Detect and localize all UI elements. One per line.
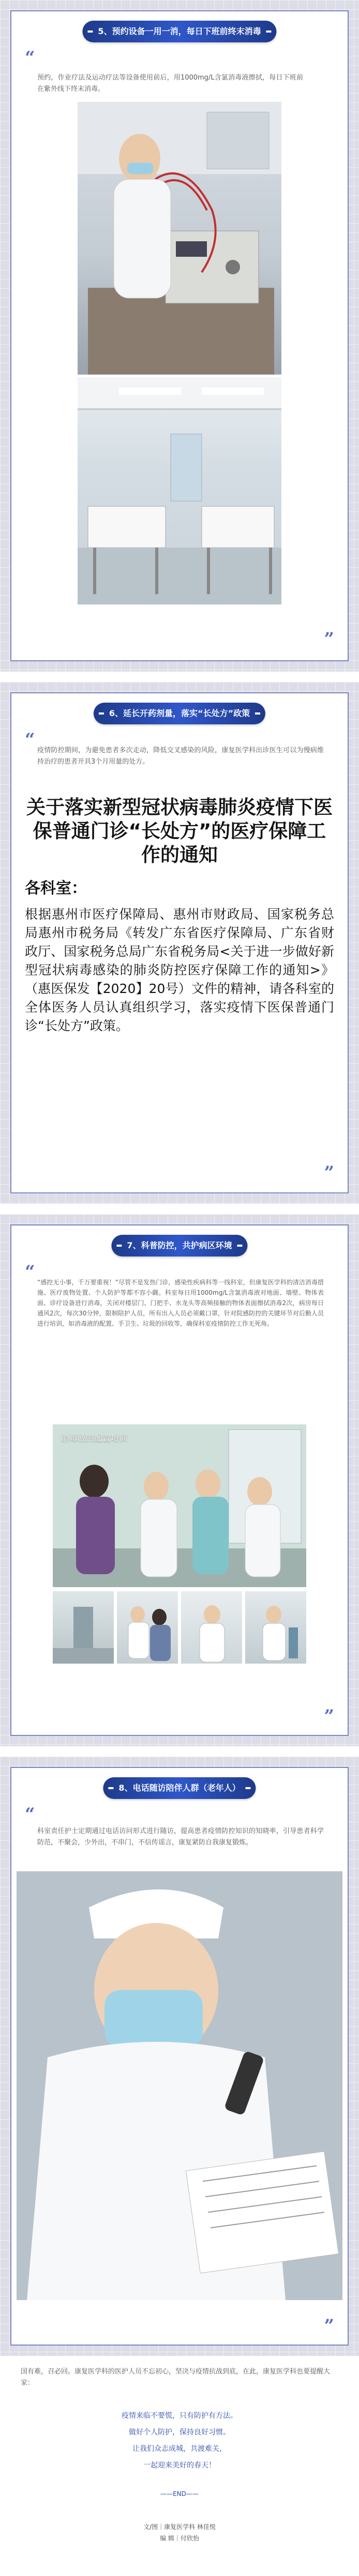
end-marker: ——END—— <box>160 2490 199 2497</box>
open-quote-icon: “ <box>25 1804 35 1825</box>
slogan-line: 疫情来临不要慌，只有防护有方法。 <box>122 2412 237 2420</box>
editor-credit: 编 辑｜付欣怡 <box>160 2535 199 2542</box>
photo-nurse-phone-followup-illustration <box>17 1871 342 2300</box>
slogan-line: 让我们众志成城，共渡难关， <box>132 2445 227 2453</box>
notice-title: 关于落实新型冠状病毒肺炎疫情下医保普通门诊“长处方”的医疗保障工作的通知 <box>26 796 333 866</box>
thumbnail-staff-illustration <box>117 1591 178 1664</box>
section-8-paragraph: 科室责任护士定期通过电话访问形式进行随访，提高患者疫情防控知识的知晓率，引导患者科学防范，不聚会，少外出，不串门，不信传谣言，康复紧防自我康复锻炼。 <box>37 1827 324 1846</box>
closing-slogans <box>0 2408 359 2474</box>
section-8-banner: 8、电话随访陪伴人群（老年人） <box>103 1777 256 1799</box>
photo-thumbnail-cleaning <box>245 1591 306 1664</box>
slogan-line: 做好个人防护，保持良好习惯。 <box>129 2428 230 2437</box>
close-quote-icon: ” <box>324 1706 334 1727</box>
section-5-card <box>10 10 349 661</box>
thumbnail-nurse-illustration <box>181 1591 242 1664</box>
section-7-card <box>10 1224 349 1736</box>
thumbnail-corridor-illustration <box>53 1591 114 1664</box>
section-5-paragraph: 预约，作业疗法及运动疗法等设备使用前后，用1000mg/L含氯消毒液擦拭，每日下班前在紫外线下终末消毒。 <box>37 74 303 93</box>
close-quote-icon: ” <box>324 1162 334 1183</box>
close-quote-icon: ” <box>324 2316 334 2336</box>
section-8-card <box>10 1767 349 2346</box>
section-6-paragraph: 疫情防控期间，为避免患者多次走动，降低交叉感染的风险，康复医学科出诊医生可以为慢病维持治疗的患者开具3个月用量的处方。 <box>37 747 324 766</box>
section-7-banner: 7、科普防控，共护病区环境 <box>111 1235 247 1256</box>
open-quote-icon: “ <box>25 1262 35 1282</box>
photo-therapy-device <box>78 102 281 375</box>
section-6-banner: 6、延长开药剂量，落实“长处方”政策 <box>94 703 265 724</box>
photo-thumbnail-corridor <box>53 1591 114 1664</box>
credits <box>0 2521 359 2544</box>
close-quote-icon: ” <box>324 629 334 649</box>
section-5-banner: 5、预约设备一用一消，每日下班前终末消毒 <box>82 21 276 42</box>
photo-disinfectant-training-illustration <box>53 1424 306 1587</box>
section-7-paragraph: “感控无小事，千万要重视！”尽管不是发热门诊，感染性疾病科等一线科室，但康复医学科的清洁消毒措施、医疗废物处置、个人防护等都不容小觑。科室每日用1000mg/L含氯消毒液对地面、墙壁、物体表面、诊疗设备进行消毒，关闭对楼层门、门把手、水龙头等高频接触的物体表面擦拭消毒2次，病房每日通风2次，每次30分钟，限制陪护人员，所有出入人员必须戴口罩，针对院感防控的关键环节对后勤人员进行培训，如消毒液的配置、手卫生、垃圾的回收等，确保科室疫情防控工作无死角。 <box>37 1279 324 1327</box>
open-quote-icon: “ <box>25 730 35 750</box>
slogan-line: 一起迎来美好的春天！ <box>143 2461 216 2470</box>
photo-thumbnail-nurse <box>181 1591 242 1664</box>
photo-nurse-phone-followup <box>17 1871 342 2300</box>
photo-therapy-device-illustration <box>78 102 281 375</box>
photo-ward-room <box>78 377 281 604</box>
photo-disinfectant-training <box>53 1424 306 1587</box>
photo-caption: 消毒液的配置培训 <box>61 1433 128 1443</box>
photo-thumbnail-staff <box>117 1591 178 1664</box>
long-prescription-notice <box>25 796 334 1035</box>
notice-salutation: 各科室： <box>25 879 87 897</box>
author-credit: 文/图｜康复医学科 林佳悦 <box>143 2523 216 2531</box>
notice-body: 根据惠州市医疗保障局、惠州市财政局、国家税务总局惠州市税务局《转发广东省医疗保障局、广东省财政厅、国家税务总局广东省税务局<关于进一步做好新型冠状病毒感染的肺炎防控医疗保障工作的通知>》（惠医保发【2020】20号）文件的精神，请各科室的全体医务人员认真组织学习，落实疫情下医保普通门诊“长处方”政策。 <box>25 907 334 1033</box>
open-quote-icon: “ <box>25 48 35 68</box>
thumbnail-cleaning-illustration <box>245 1591 306 1664</box>
closing-paragraph: 国有难，召必回。康复医学科的医护人员不忘初心，坚决与疫情抗战到底，在此，康复医学科也要提醒大家： <box>21 2368 331 2387</box>
photo-ward-room-illustration <box>78 377 281 604</box>
